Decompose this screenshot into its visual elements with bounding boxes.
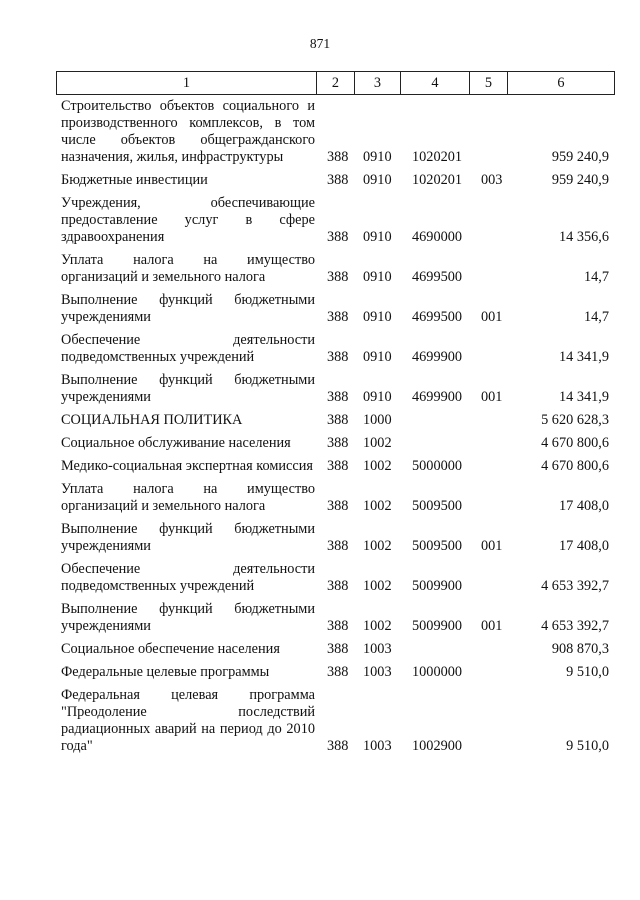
row-expense-type-code: 003 <box>481 172 503 188</box>
row-section-code: 1003 <box>363 738 392 754</box>
row-grbs-code: 388 <box>327 309 349 325</box>
row-amount: 14,7 <box>583 269 609 285</box>
row-name: Выполнение функций бюджетными учреждениями <box>61 372 315 405</box>
row-grbs-code: 388 <box>327 172 349 188</box>
table-row <box>56 372 615 406</box>
row-amount: 959 240,9 <box>551 172 609 188</box>
row-name: Учреждения, обеспечивающие предоставление услуг в сфере здравоохранения <box>61 195 315 245</box>
row-grbs-code: 388 <box>327 412 349 428</box>
row-grbs-code: 388 <box>327 458 349 474</box>
row-name: Выполнение функций бюджетными учреждениями <box>61 292 315 325</box>
table-body <box>56 98 615 761</box>
row-target-article-code: 5000000 <box>412 458 463 474</box>
row-name: Медико-социальная экспертная комиссия <box>61 458 313 474</box>
table-header <box>56 71 615 95</box>
table-row <box>56 481 615 515</box>
row-name: Выполнение функций бюджетными учреждениями <box>61 601 315 634</box>
row-name: Социальное обслуживание населения <box>61 435 291 451</box>
row-name: Обеспечение деятельности подведомственных учреждений <box>61 561 315 594</box>
header-col-1: 1 <box>57 72 317 94</box>
row-section-code: 0910 <box>363 229 392 245</box>
row-section-code: 1002 <box>363 458 392 474</box>
row-name: Строительство объектов социального и производственного комплексов, в том числе объектов общегражданского назначения, жилья, инфраструктуры <box>61 98 315 165</box>
row-section-code: 1002 <box>363 618 392 634</box>
table-row <box>56 458 615 475</box>
row-amount: 4 653 392,7 <box>541 578 609 594</box>
row-grbs-code: 388 <box>327 229 349 245</box>
row-target-article-code: 4690000 <box>412 229 463 245</box>
row-target-article-code: 5009500 <box>412 538 463 554</box>
row-section-code: 1002 <box>363 435 392 451</box>
row-target-article-code: 4699500 <box>412 309 463 325</box>
row-name: Федеральные целевые программы <box>61 664 270 680</box>
row-amount: 14 356,6 <box>558 229 609 245</box>
row-section-code: 1000 <box>363 412 392 428</box>
row-amount: 14 341,9 <box>558 389 609 405</box>
row-section-code: 0910 <box>363 349 392 365</box>
table-row <box>56 292 615 326</box>
row-amount: 14,7 <box>583 309 609 325</box>
row-section-code: 0910 <box>363 389 392 405</box>
row-name: Федеральная целевая программа "Преодоление последствий радиационных аварий на период до 2010 года" <box>61 687 315 754</box>
row-grbs-code: 388 <box>327 435 349 451</box>
header-col-4: 4 <box>401 72 470 94</box>
table-row <box>56 521 615 555</box>
row-expense-type-code: 001 <box>481 618 503 634</box>
row-amount: 17 408,0 <box>558 538 609 554</box>
table-row <box>56 561 615 595</box>
row-name: Социальное обеспечение населения <box>61 641 280 657</box>
row-grbs-code: 388 <box>327 149 349 165</box>
row-grbs-code: 388 <box>327 498 349 514</box>
row-section-code: 1002 <box>363 538 392 554</box>
header-col-5: 5 <box>470 72 508 94</box>
row-name: Бюджетные инвестиции <box>61 172 208 188</box>
row-target-article-code: 4699900 <box>412 349 463 365</box>
row-section-code: 1002 <box>363 498 392 514</box>
header-col-3: 3 <box>355 72 401 94</box>
row-grbs-code: 388 <box>327 641 349 657</box>
row-expense-type-code: 001 <box>481 309 503 325</box>
table-row <box>56 435 615 452</box>
row-amount: 9 510,0 <box>566 664 609 680</box>
row-grbs-code: 388 <box>327 578 349 594</box>
row-section-code: 0910 <box>363 309 392 325</box>
header-col-6: 6 <box>557 75 565 91</box>
table-row <box>56 664 615 681</box>
row-name: Уплата налога на имущество организаций и земельного налога <box>61 481 315 514</box>
row-target-article-code: 4699500 <box>412 269 463 285</box>
table-row <box>56 641 615 658</box>
page-number: 871 <box>309 36 331 51</box>
row-name: Уплата налога на имущество организаций и земельного налога <box>61 252 315 285</box>
row-grbs-code: 388 <box>327 738 349 754</box>
row-target-article-code: 4699900 <box>412 389 463 405</box>
table-row <box>56 252 615 286</box>
row-target-article-code: 1020201 <box>412 172 463 188</box>
row-amount: 5 620 628,3 <box>541 412 609 428</box>
row-amount: 908 870,3 <box>551 641 609 657</box>
row-section-code: 0910 <box>363 269 392 285</box>
row-name: Выполнение функций бюджетными учреждениями <box>61 521 315 554</box>
row-section-code: 0910 <box>363 172 392 188</box>
row-grbs-code: 388 <box>327 664 349 680</box>
row-section-code: 1003 <box>363 664 392 680</box>
row-target-article-code: 5009900 <box>412 578 463 594</box>
row-target-article-code: 5009500 <box>412 498 463 514</box>
row-amount: 9 510,0 <box>566 738 609 754</box>
row-section-code: 1002 <box>363 578 392 594</box>
row-grbs-code: 388 <box>327 349 349 365</box>
table-row <box>56 195 615 246</box>
row-amount: 17 408,0 <box>558 498 609 514</box>
row-target-article-code: 5009900 <box>412 618 463 634</box>
row-amount: 4 670 800,6 <box>541 435 609 451</box>
row-amount: 4 653 392,7 <box>541 618 609 634</box>
row-amount: 959 240,9 <box>551 149 609 165</box>
header-col-2: 2 <box>317 72 355 94</box>
table-row <box>56 412 615 429</box>
row-section-code: 1003 <box>363 641 392 657</box>
table-row <box>56 98 615 166</box>
row-grbs-code: 388 <box>327 538 349 554</box>
row-name: Обеспечение деятельности подведомственных учреждений <box>61 332 315 365</box>
row-target-article-code: 1020201 <box>412 149 463 165</box>
table-row <box>56 687 615 755</box>
row-grbs-code: 388 <box>327 389 349 405</box>
table-row <box>56 172 615 189</box>
row-expense-type-code: 001 <box>481 389 503 405</box>
row-amount: 4 670 800,6 <box>541 458 609 474</box>
row-target-article-code: 1002900 <box>412 738 463 754</box>
row-amount: 14 341,9 <box>558 349 609 365</box>
row-grbs-code: 388 <box>327 269 349 285</box>
row-section-code: 0910 <box>363 149 392 165</box>
row-grbs-code: 388 <box>327 618 349 634</box>
row-target-article-code: 1000000 <box>412 664 463 680</box>
row-name: СОЦИАЛЬНАЯ ПОЛИТИКА <box>61 412 243 428</box>
table-row <box>56 601 615 635</box>
row-expense-type-code: 001 <box>481 538 503 554</box>
table-row <box>56 332 615 366</box>
